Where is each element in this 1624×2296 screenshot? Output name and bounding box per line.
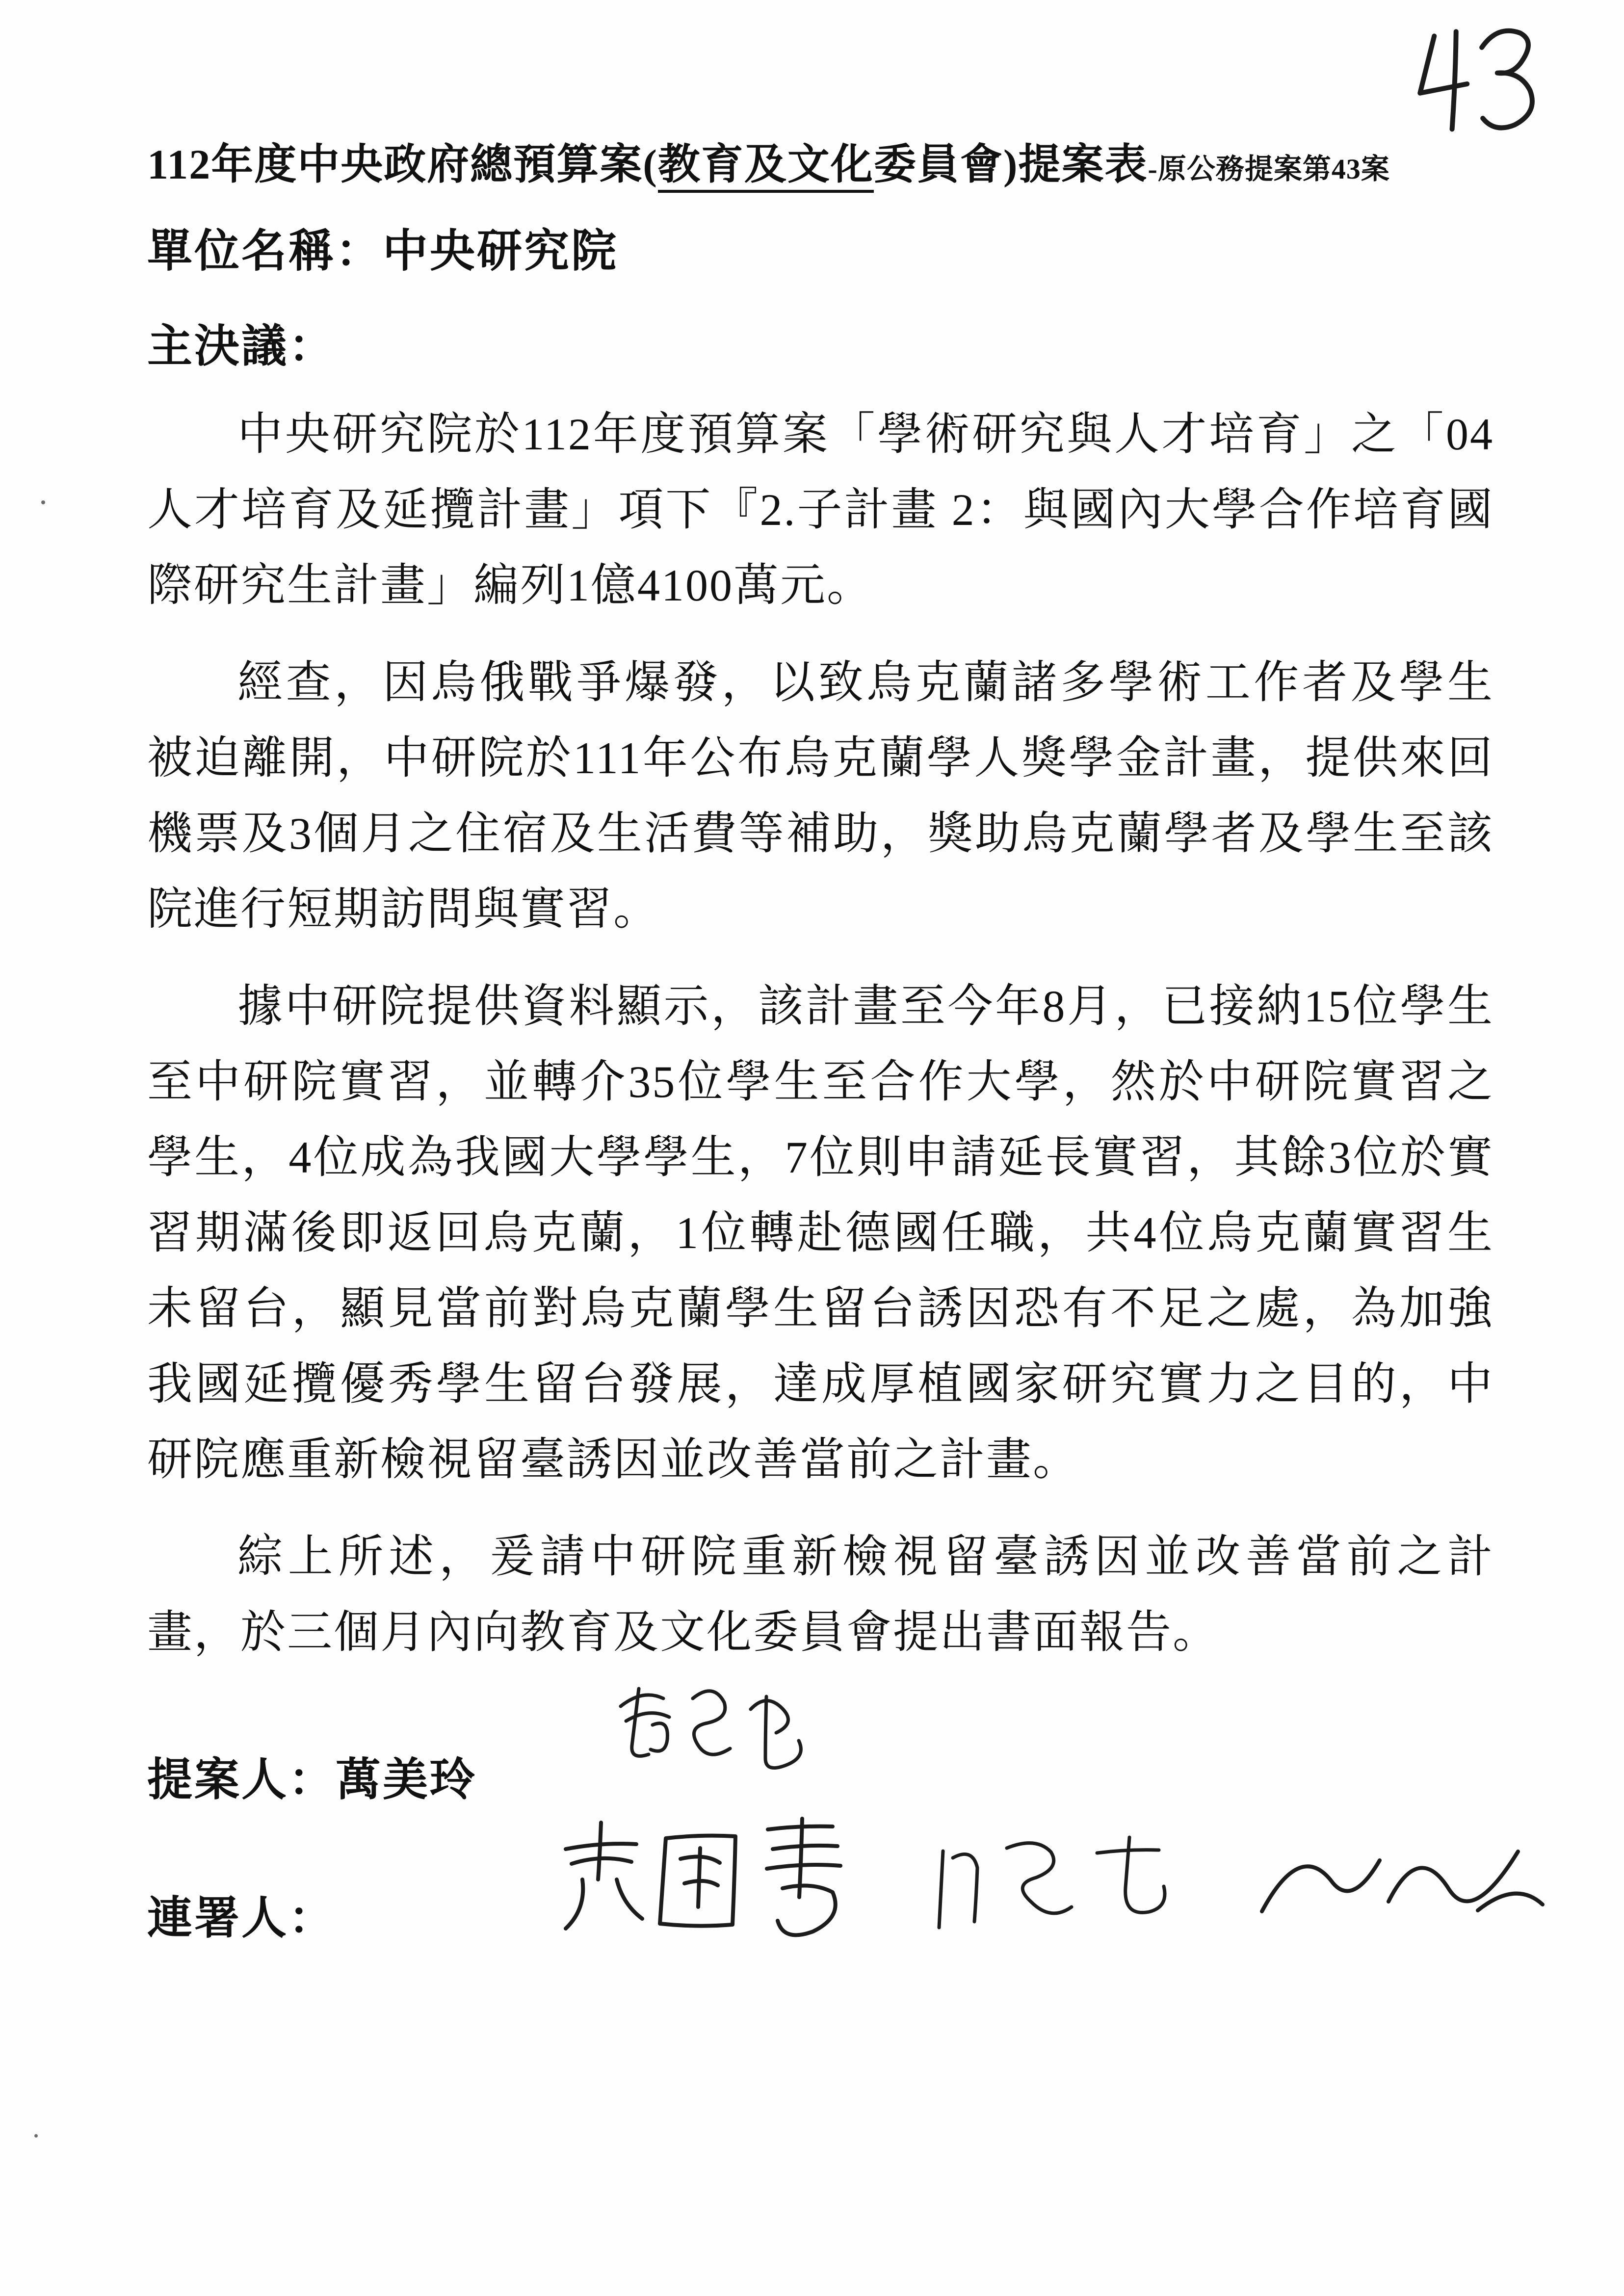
proposer-label: 提案人：: [147, 1755, 336, 1805]
resolution-paragraph-2: 經查，因烏俄戰爭爆發，以致烏克蘭諸多學術工作者及學生被迫離開，中研院於111年公布烏克蘭學人獎學金計畫，提供來回機票及3個月之住宿及生活費等補助，獎助烏克蘭學者及學生至該院進行短期訪問與實習。: [147, 657, 1494, 935]
title-underlined-segment: 教育及文化: [658, 141, 874, 193]
scan-speck: [34, 2134, 38, 2138]
resolution-paragraph-1: 中央研究院於112年度預算案「學術研究與人才培育」之「04人才培育及延攬計畫」項下『2.子計畫 2：與國內大學合作培育國際研究生計畫」編列1億4100萬元。: [147, 409, 1494, 611]
resolution-paragraph-4: 綜上所述，爰請中研院重新檢視留臺誘因並改善當前之計畫，於三個月內向教育及文化委員會提出書面報告。: [147, 1532, 1494, 1658]
scan-speck: [41, 500, 45, 504]
cosigner-label: 連署人：: [147, 1893, 336, 1944]
document-title: [147, 137, 1494, 192]
proposer-name: 萬美玲: [336, 1755, 477, 1805]
unit-name-value: 中央研究院: [383, 226, 619, 276]
proposer-line: [147, 1744, 1494, 1808]
cosigner-line: [147, 1882, 1494, 1947]
title-prefix: 112年度中央政府總預算案(: [147, 141, 658, 188]
title-suffix: 委員會)提案表: [873, 141, 1148, 188]
resolution-paragraph-3: 據中研院提供資料顯示，該計畫至今年8月，已接納15位學生至中研院實習，並轉介35位學生至合作大學，然於中研院實習之學生，4位成為我國大學學生，7位則申請延長實習，其餘3位於實習期滿後即返回烏克蘭，1位轉赴德國任職，共4位烏克蘭實習生未留台，顯見當前對烏克蘭學生留台誘因恐有不足之處，為加強我國延攬優秀學生留台發展，達成厚植國家研究實力之目的，中研院應重新檢視留臺誘因並改善當前之計畫。: [147, 981, 1494, 1485]
title-note: -原公務提案第43案: [1148, 153, 1390, 185]
unit-name-label: 單位名稱：: [147, 226, 383, 276]
unit-name-line: [147, 221, 1494, 282]
resolution-heading: 主決議：: [147, 321, 336, 371]
